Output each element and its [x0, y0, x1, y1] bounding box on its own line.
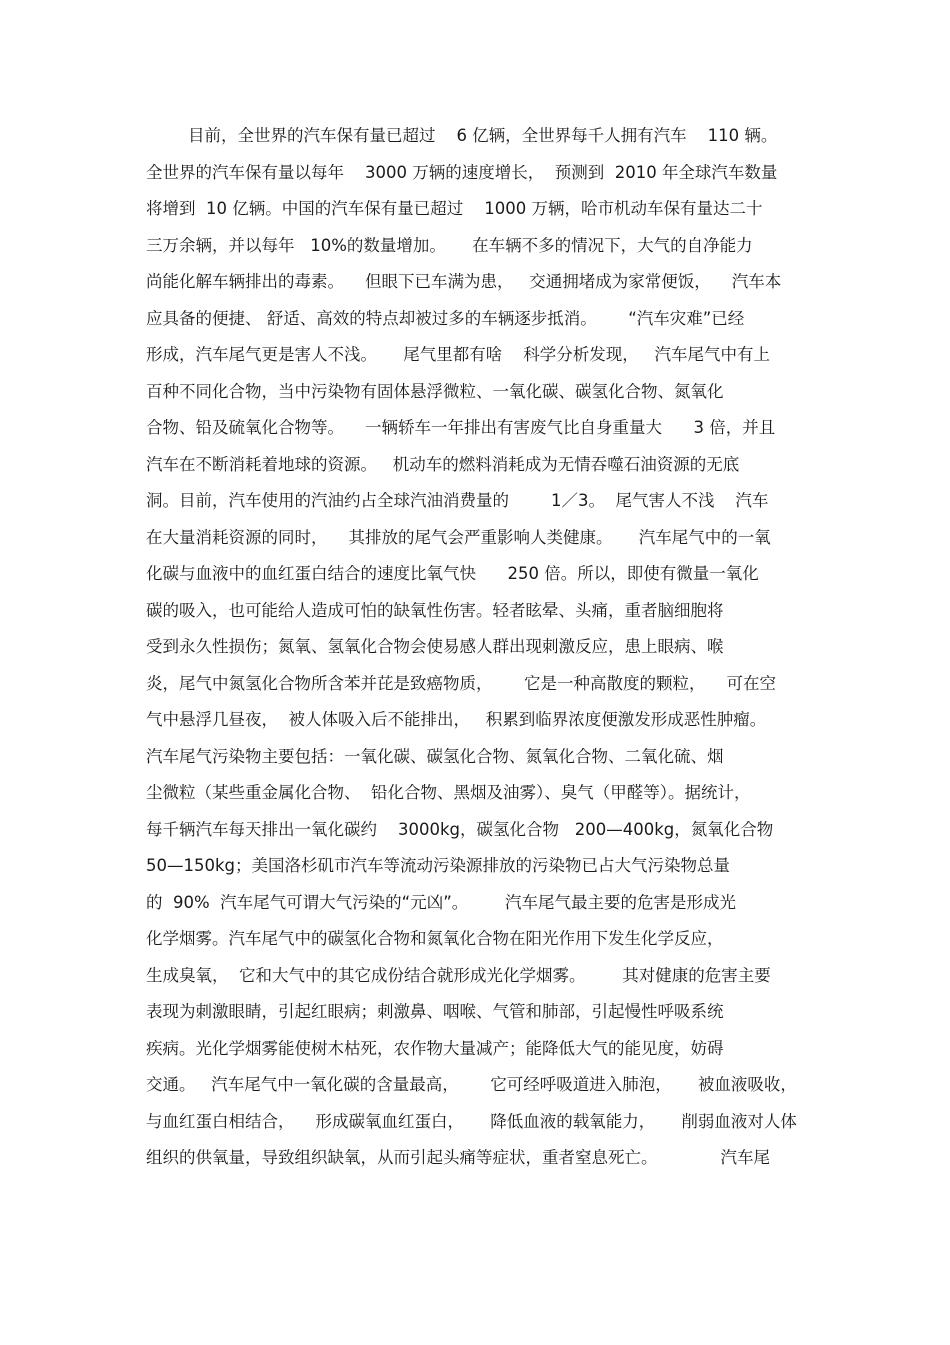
text-line: 洞。目前，汽车使用的汽油约占全球汽油消费量的 1／3。 尾气害人不浅 汽车: [146, 491, 769, 510]
text-line: 气中悬浮几昼夜， 被人体吸入后不能排出， 积累到临界浓度便激发形成恶性肿瘤。: [146, 710, 767, 729]
text-line: 在大量消耗资源的同时， 其排放的尾气会严重影响人类健康。 汽车尾气中的一氧: [146, 527, 771, 547]
text-line: 三万余辆，并以每年 10%的数量增加。 在车辆不多的情况下，大气的自净能力: [146, 235, 753, 255]
text-line: 表现为刺激眼睛，引起红眼病；刺激鼻、咽喉、气管和肺部，引起慢性呼吸系统: [146, 1002, 724, 1021]
text-line: 生成臭氧， 它和大气中的其它成份结合就形成光化学烟雾。 其对健康的危害主要: [146, 965, 771, 985]
body-text: [146, 118, 816, 1177]
text-line: 炎，尾气中氮氢化合物所含苯并芘是致癌物质， 它是一种高散度的颗粒， 可在空: [146, 673, 776, 693]
text-line: 尘微粒（某些重金属化合物、 铅化合物、黑烟及油雾）、臭气（甲醛等）。据统计，: [146, 783, 751, 802]
text-line: 汽车尾气污染物主要包括：一氧化碳、碳氢化合物、氮氧化合物、二氧化硫、烟: [146, 746, 724, 766]
text-line: 应具备的便捷、 舒适、高效的特点却被过多的车辆逐步抵消。 “汽车灾难”已经: [146, 308, 745, 328]
text-line: 化学烟雾。汽车尾气中的碳氢化合物和氮氧化合物在阳光作用下发生化学反应，: [146, 929, 724, 948]
text-line: 将增到 10 亿辆。中国的汽车保有量已超过 1000 万辆，哈市机动车保有量达二十: [146, 199, 763, 218]
text-line: 化碳与血液中的血红蛋白结合的速度比氧气快 250 倍。所以，即使有微量一氧化: [146, 564, 759, 583]
text-line: 组织的供氧量，导致组织缺氧，从而引起头痛等症状，重者窒息死亡。 汽车尾: [146, 1148, 770, 1167]
text-line: 目前，全世界的汽车保有量已超过 6 亿辆，全世界每千人拥有汽车 110 辆。: [146, 126, 778, 145]
text-line: 合物、铅及硫氧化合物等。 一辆轿车一年排出有害废气比自身重量大 3 倍，并且: [146, 418, 776, 437]
text-line: 尚能化解车辆排出的毒素。 但眼下已车满为患， 交通拥堵成为家常便饭， 汽车本: [146, 272, 782, 291]
text-line: 受到永久性损伤；氮氧、氢氧化合物会使易感人群出现刺激反应，患上眼病、喉: [146, 637, 724, 656]
text-line: 碳的吸入，也可能给人造成可怕的缺氧性伤害。轻者眩晕、头痛，重者脑细胞将: [146, 600, 724, 620]
text-line: 疾病。光化学烟雾能使树木枯死，农作物大量减产；能降低大气的能见度，妨碍: [146, 1038, 724, 1058]
text-line: 百种不同化合物，当中污染物有固体悬浮微粒、一氧化碳、碳氢化合物、氮氧化: [146, 381, 724, 401]
text-line: 汽车在不断消耗着地球的资源。 机动车的燃料消耗成为无情吞噬石油资源的无底: [146, 454, 740, 474]
text-line: 每千辆汽车每天排出一氧化碳约 3000kg，碳氢化合物 200—400kg，氮氧化合物: [146, 819, 774, 839]
text-line: 与血红蛋白相结合， 形成碳氧血红蛋白， 降低血液的载氧能力， 削弱血液对人体: [146, 1111, 797, 1131]
text-line: 全世界的汽车保有量以每年 3000 万辆的速度增长， 预测到 2010 年全球汽车数量: [146, 162, 778, 182]
text-line: 形成，汽车尾气更是害人不浅。 尾气里都有啥 科学分析发现， 汽车尾气中有上: [146, 345, 770, 364]
text-line: 50—150kg；美国洛杉矶市汽车等流动污染源排放的污染物已占大气污染物总量: [146, 856, 731, 875]
text-line: 的 90% 汽车尾气可谓大气污染的“元凶”。 汽车尾气最主要的危害是形成光: [146, 892, 736, 912]
text-line: 交通。 汽车尾气中一氧化碳的含量最高， 它可经呼吸道进入肺泡， 被血液吸收，: [146, 1075, 797, 1094]
